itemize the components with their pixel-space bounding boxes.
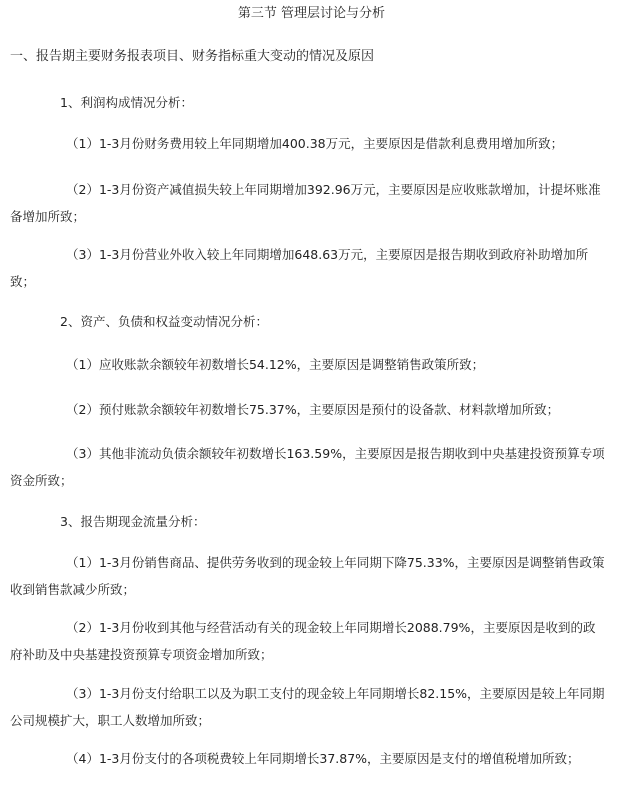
assets-item-2: （2）预付账款余额较年初数增长75.37%，主要原因是预付的设备款、材料款增加所致； — [66, 402, 560, 417]
assets-heading: 2、资产、负债和权益变动情况分析： — [60, 314, 268, 329]
section-title: 第三节 管理层讨论与分析 — [237, 6, 386, 21]
assets-item-1: （1）应收账款余额较年初数增长54.12%，主要原因是调整销售政策所致； — [66, 357, 485, 372]
profit-item-3: （3）1-3月份营业外收入较上年同期增加648.63万元，主要原因是报告期收到政府补助增加所致； — [10, 247, 589, 289]
profit-item-1: （1）1-3月份财务费用较上年同期增加400.38万元，主要原因是借款利息费用增加所致； — [66, 136, 564, 151]
cashflow-heading: 3、报告期现金流量分析： — [60, 514, 206, 529]
profit-heading: 1、利润构成情况分析： — [60, 95, 193, 110]
cashflow-item-4: （4）1-3月份支付的各项税费较上年同期增长37.87%，主要原因是支付的增值税增加所致； — [66, 751, 580, 766]
cashflow-item-2: （2）1-3月份收到其他与经营活动有关的现金较上年同期增长2088.79%，主要原因是收到的政府补助及中央基建投资预算专项资金增加所致； — [10, 620, 596, 662]
cashflow-item-1: （1）1-3月份销售商品、提供劳务收到的现金较上年同期下降75.33%，主要原因是调整销售政策收到销售款减少所致； — [10, 555, 605, 597]
section-heading: 一、报告期主要财务报表项目、财务指标重大变动的情况及原因 — [10, 49, 375, 64]
cashflow-item-3: （3）1-3月份支付给职工以及为职工支付的现金较上年同期增长82.15%，主要原因是较上年同期公司规模扩大，职工人数增加所致； — [10, 686, 605, 728]
profit-item-2: （2）1-3月份资产减值损失较上年同期增加392.96万元，主要原因是应收账款增加，计提坏账准备增加所致； — [10, 182, 601, 224]
assets-item-3: （3）其他非流动负债余额较年初数增长163.59%，主要原因是报告期收到中央基建投资预算专项资金所致； — [10, 446, 605, 488]
